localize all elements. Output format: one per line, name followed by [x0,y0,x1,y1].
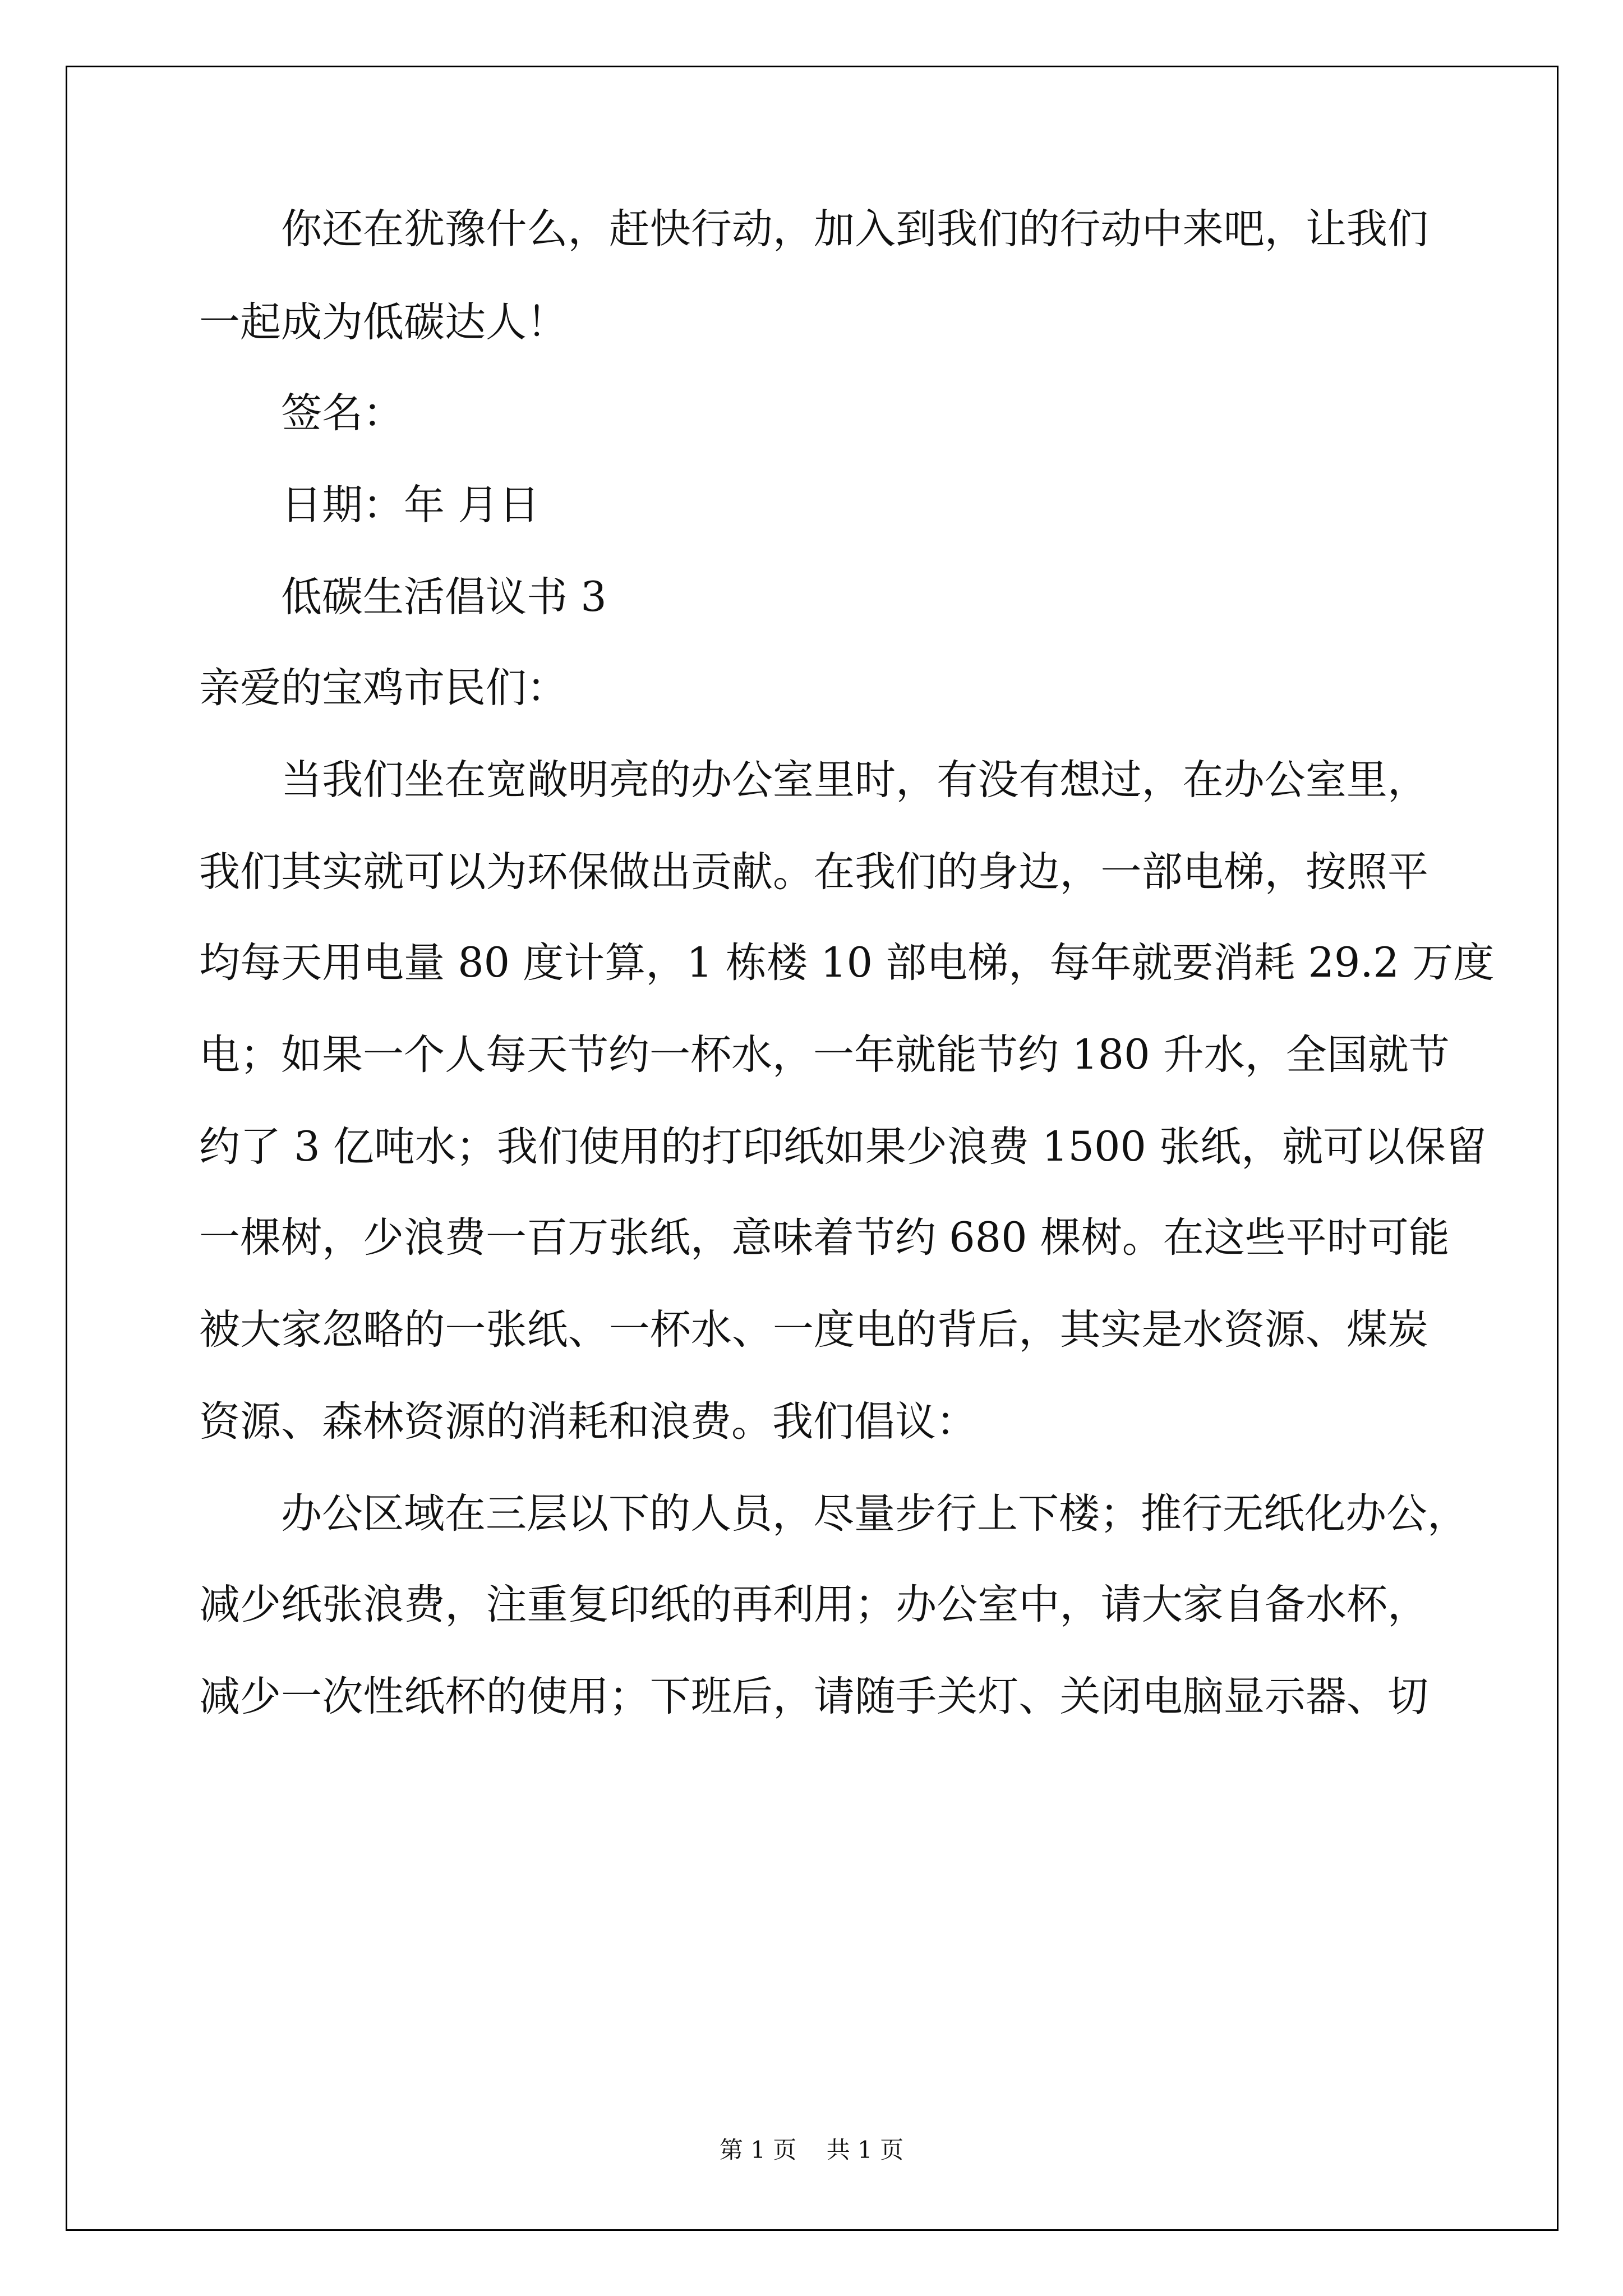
signature-label: 签名： [281,389,404,437]
salutation: 亲爱的宝鸡市民们： [199,664,568,712]
paragraph-line: 约了 3 亿吨水；我们使用的打印纸如果少浪费 1500 张纸，就可以保留 [199,1123,1487,1171]
paragraph-line: 一起成为低碳达人！ [199,298,568,346]
paragraph-line: 资源、森林资源的消耗和浪费。我们倡议： [199,1398,977,1446]
section-title: 低碳生活倡议书 3 [281,573,607,621]
paragraph-line: 一棵树，少浪费一百万张纸，意味着节约 680 棵树。在这些平时可能 [199,1214,1450,1262]
paragraph-line: 被大家忽略的一张纸、一杯水、一度电的背后，其实是水资源、煤炭 [199,1306,1428,1354]
paragraph-line: 办公区域在三层以下的人员，尽量步行上下楼；推行无纸化办公， [281,1490,1468,1538]
paragraph-line: 减少纸张浪费，注重复印纸的再利用；办公室中，请大家自备水杯， [199,1581,1428,1628]
paragraph-line: 减少一次性纸杯的使用；下班后，请随手关灯、关闭电脑显示器、切 [199,1673,1428,1720]
paragraph-line: 我们其实就可以为环保做出贡献。在我们的身边，一部电梯，按照平 [199,848,1428,896]
paragraph-line: 当我们坐在宽敞明亮的办公室里时，有没有想过，在办公室里， [281,756,1428,804]
paragraph-line: 你还在犹豫什么，赶快行动，加入到我们的行动中来吧，让我们 [281,205,1428,253]
page-footer: 第 1 页 共 1 页 [719,2136,904,2164]
paragraph-line: 电；如果一个人每天节约一杯水，一年就能节约 180 升水，全国就节 [199,1031,1450,1079]
paragraph-line: 均每天用电量 80 度计算，1 栋楼 10 部电梯，每年就要消耗 29.2 万度 [199,939,1495,987]
date-label: 日期：年 月日 [281,481,540,529]
